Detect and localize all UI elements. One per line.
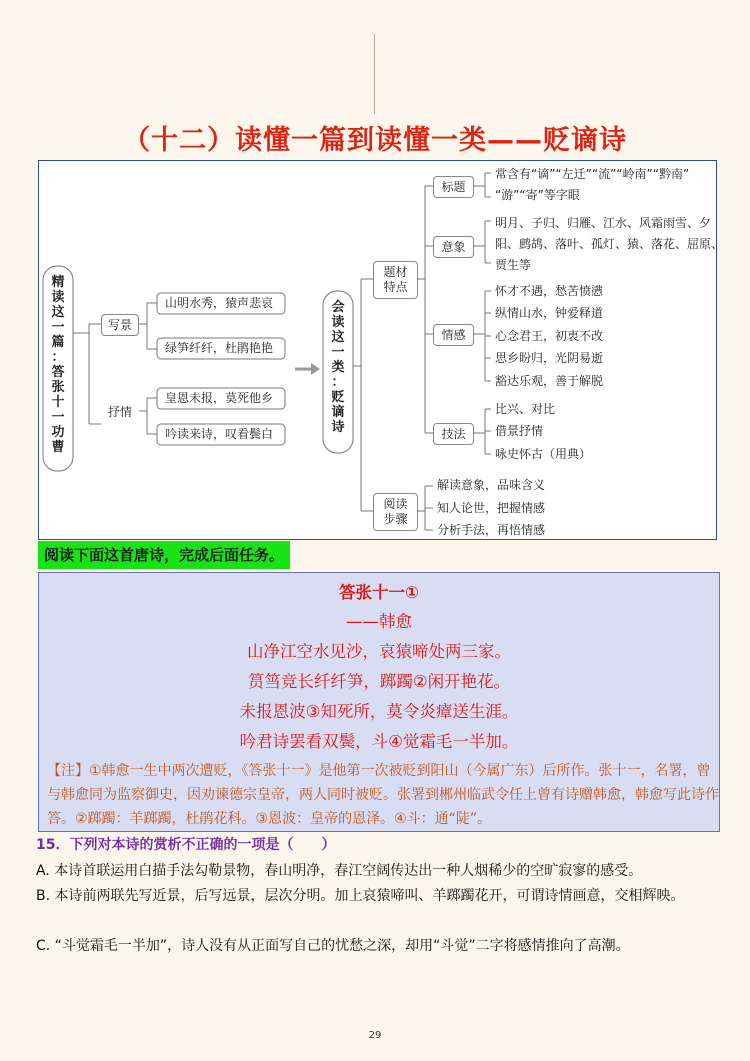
- xiejing-item: 山明水秀，猿声悲哀: [165, 296, 274, 310]
- xiejing-item: 绿笋纤纤，杜鹃艳艳: [165, 341, 274, 355]
- page-title: （十二）读懂一篇到读懂一类——贬谪诗: [123, 125, 627, 156]
- jifa-node: 技法: [433, 423, 474, 445]
- poem-title: 答张十一①: [339, 583, 419, 602]
- biaoti-text-line: “游”“寄”等字眼: [495, 188, 580, 202]
- jifa-item: 借景抒情: [495, 424, 544, 438]
- qinggan-item: 纵情山水，钟爱释道: [495, 306, 604, 320]
- yixiang-node: 意象: [433, 236, 474, 258]
- poem-note: 【注】①韩愈一生中两次遭贬，《答张十一》是他第一次被贬到阳山（今属广东）后所作。张十一，名署，曾与韩愈同为监察御史，因劝谏德宗皇帝，两人同时被贬。张署到郴州临武令任上曾有诗赠韩愈，韩愈写此诗作答。②踯躅：羊踯躅，杜鹃花科。③恩波：皇帝的恩泽。④斗：通“陡”。: [47, 763, 719, 827]
- biaoti-node: 标题: [433, 176, 474, 198]
- page-number: 29: [368, 1030, 382, 1041]
- option-b: B. 本诗前两联先写近景，后写远景，层次分明。加上哀猿啼叫、羊踯躅花开，可谓诗情画意，交相辉映。: [36, 888, 685, 904]
- poem-author: ——韩愈: [346, 612, 412, 631]
- xiejing-node: 写景: [101, 314, 139, 336]
- qinggan-node: 情感: [433, 324, 474, 346]
- shuqing-item: 皇恩未报，莫死他乡: [165, 391, 274, 405]
- yuedu-item: 解读意象，品味含义: [437, 478, 546, 492]
- reading-instruction: 阅读下面这首唐诗，完成后面任务。: [38, 541, 290, 569]
- jifa-item: 咏史怀古（用典）: [495, 447, 592, 461]
- poem-line: 山净江空水见沙，哀猿啼处两三家。: [247, 642, 511, 661]
- yuedu-node: 阅读 步骤: [373, 493, 418, 531]
- jifa-item: 比兴、对比: [495, 402, 556, 416]
- mid-root-node: 会 读 这 一 类 ： 贬 谪 诗: [331, 300, 345, 435]
- yixiang-text-line: 明月、子归、归雁、江水、风霜雨雪、夕: [495, 216, 712, 230]
- yixiang-text-line: 阳、鹧鸪、落叶、孤灯、猿、落花、屈原、: [495, 237, 724, 251]
- yixiang-text-line: 贾生等: [495, 258, 532, 272]
- qinggan-item: 怀才不遇，愁苦愤懑: [495, 284, 604, 298]
- shuqing-item: 吟读来诗，叹看鬓白: [165, 427, 274, 441]
- question-stem: 15．下列对本诗的赏析不正确的一项是（ ）: [36, 837, 336, 853]
- poem-box: [38, 572, 720, 832]
- top-divider-line: [374, 34, 375, 114]
- yuedu-item: 分析手法，再悟情感: [437, 523, 546, 537]
- qinggan-item: 豁达乐观，善于解脱: [495, 374, 604, 388]
- poem-line: 筼筜竞长纤纤笋，踯躅②闲开艳花。: [247, 672, 511, 691]
- biaoti-text-line: 常含有“谪”“左迁”“流”“岭南”“黔南”: [495, 167, 690, 181]
- mind-map: [38, 160, 724, 540]
- left-root-node: 精 读 这 一 篇 ： 答 张 十 一 功 曹: [51, 275, 65, 455]
- poem-line: 未报恩波③知死所，莫令炎瘴送生涯。: [239, 702, 519, 721]
- shuqing-node: 抒情: [101, 401, 139, 423]
- qinggan-item: 心念君王，初衷不改: [495, 329, 604, 343]
- poem-line: 吟君诗罢看双鬓，斗④觉霜毛一半加。: [239, 732, 519, 751]
- qinggan-item: 思乡盼归，光阴易逝: [495, 351, 604, 365]
- yuedu-item: 知人论世，把握情感: [437, 501, 546, 515]
- option-a: A. 本诗首联运用白描手法勾勒景物，春山明净，春江空阔传达出一种人烟稀少的空旷寂寥的感受。: [36, 863, 643, 879]
- option-c: C. “斗觉霜毛一半加”，诗人没有从正面写自己的忧愁之深，却用“斗觉”二字将感情推向了高潮。: [36, 938, 630, 954]
- ticai-node: 题材 特点: [373, 261, 418, 299]
